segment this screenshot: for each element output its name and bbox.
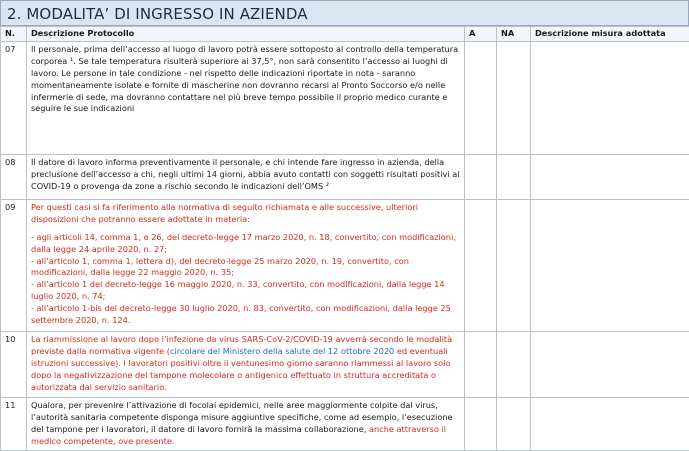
header-n: N.: [1, 27, 27, 42]
table-row: [1, 332, 689, 398]
row-text: Il datore di lavoro informa preventivamente il personale, e chi intende fare ingresso in azienda, della preclusione dell’accesso a chi, negli ultimi 14 giorni, abbia avuto contatti con soggetti risultati positivi al COVID-19 o provenga da zone a rischio secondo le indicazioni dell’OMS ²: [31, 157, 460, 193]
cell-a[interactable]: [465, 200, 497, 332]
cell-a[interactable]: [465, 42, 497, 155]
cell-na[interactable]: [497, 398, 531, 451]
list-item: - agli articoli 14, comma 1, e 26, del decreto-legge 17 marzo 2020, n. 18, convertito, con modificazioni, dalla legge 24 aprile 2020, n. 27;: [31, 232, 460, 256]
row-description: [27, 332, 465, 398]
cell-a[interactable]: [465, 155, 497, 200]
cell-measure[interactable]: [531, 42, 689, 155]
header-na: NA: [497, 27, 531, 42]
cell-na[interactable]: [497, 332, 531, 398]
list-item: - all’articolo 1 del decreto-legge 16 maggio 2020, n. 33, convertito, con modificazioni, dalla legge 14 luglio 2020, n. 74;: [31, 279, 460, 303]
cell-na[interactable]: [497, 42, 531, 155]
header-description: Descrizione Protocollo: [27, 27, 465, 42]
cell-measure[interactable]: [531, 398, 689, 451]
row-text: Il personale, prima dell’accesso al luogo di lavoro potrà essere sottoposto al controllo della temperatura corporea ¹. Se tale temperatura risulterà superiore ai 37,5°, non sarà consentito l’accesso ai luoghi di lavoro. Le persone in tale condizione - nel rispetto delle indicazioni riportate in nota - saranno momentaneamente isolate e fornite di mascherine non dovranno recarsi al Pronto Soccorso e/o nelle infermerie di sede, ma dovranno contattare nel più breve tempo possibile il proprio medico curante e seguire le sue indicazioni: [31, 44, 460, 115]
row-text-part1: La riammissione al lavoro dopo l’infezione da virus SARS-CoV-2/COVID-19 avverrà secondo le modalità previste dalla normativa vigente (: [31, 334, 452, 356]
row-intro: Per questi casi si fa riferimento alla normativa di seguito richiamata e alle successive, ulteriori disposizioni che potranno essere adottate in materia:: [31, 202, 460, 226]
row-description: [27, 155, 465, 200]
table-row: [1, 42, 689, 155]
cell-na[interactable]: [497, 200, 531, 332]
row-number: 11: [1, 398, 27, 451]
table-row: [1, 200, 689, 332]
row-description: [27, 200, 465, 332]
section-title: 2. MODALITA’ DI INGRESSO IN AZIENDA: [0, 0, 689, 26]
row-description: [27, 398, 465, 451]
header-measure: Descrizione misura adottata: [531, 27, 689, 42]
table-row: [1, 155, 689, 200]
circular-link[interactable]: circolare del Ministero della salute del 12 ottobre 2020: [170, 346, 394, 356]
cell-a[interactable]: [465, 398, 497, 451]
protocol-table: [0, 26, 689, 451]
cell-measure[interactable]: [531, 155, 689, 200]
row-description: [27, 42, 465, 155]
cell-measure[interactable]: [531, 200, 689, 332]
header-a: A: [465, 27, 497, 42]
cell-measure[interactable]: [531, 332, 689, 398]
list-item: - all’articolo 1-bis del decreto-legge 30 luglio 2020, n. 83, convertito, con modificazioni, dalla legge 25 settembre 2020, n. 124.: [31, 303, 460, 327]
table-header-row: [1, 27, 689, 42]
row-text-part2: anche attraverso il medico competente, ove presente.: [31, 424, 446, 446]
table-row: [1, 398, 689, 451]
row-number: 08: [1, 155, 27, 200]
cell-na[interactable]: [497, 155, 531, 200]
row-number: 09: [1, 200, 27, 332]
row-text-part1: Qualora, per prevenire l’attivazione di focolai epidemici, nelle aree maggiormente colpite dal virus, l’autorità sanitaria competente disponga misure aggiuntive specifiche, come ad esempio, l’esecuzione del tampone per i lavoratori, il datore di lavoro fornirà la massima collaborazione,: [31, 400, 453, 434]
row-number: 10: [1, 332, 27, 398]
row-text-part2: ed eventuali istruzioni successive). I lavoratori positivi oltre il ventunesimo giorno saranno riammessi al lavoro solo dopo la negativizzazione del tampone molecolare o antigenico effettuato in struttura accreditata o autorizzata dal servizio sanitario.: [31, 346, 450, 392]
row-number: 07: [1, 42, 27, 155]
list-item: - all’articolo 1, comma 1, lettera d), del decreto-legge 25 marzo 2020, n. 19, convertito, con modificazioni, dalla legge 22 maggio 2020, n. 35;: [31, 256, 460, 280]
cell-a[interactable]: [465, 332, 497, 398]
